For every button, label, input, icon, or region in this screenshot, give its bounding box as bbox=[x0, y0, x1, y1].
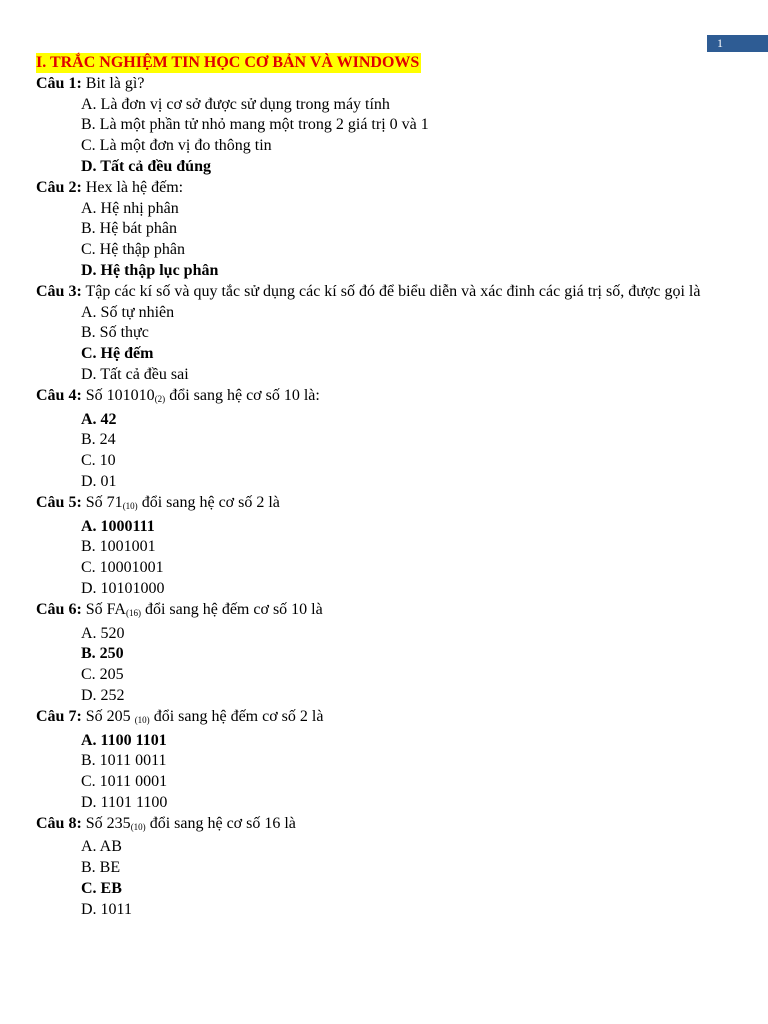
question-text bbox=[36, 178, 736, 199]
answer-option: C. 10001001 bbox=[81, 559, 164, 577]
answer-option: B. Là một phần tử nhỏ mang một trong 2 giá trị 0 và 1 bbox=[81, 116, 429, 134]
question-label: Câu 7: bbox=[36, 707, 82, 725]
section-title-row bbox=[36, 53, 736, 74]
answer-option: B. Số thực bbox=[81, 324, 149, 342]
question-text bbox=[36, 282, 736, 303]
question-prompt-rest: đổi sang hệ đếm cơ số 2 là bbox=[149, 707, 324, 725]
question-label: Câu 4: bbox=[36, 386, 82, 404]
answer-option-correct: B. 250 bbox=[81, 645, 124, 663]
question-prompt: Số 71 bbox=[85, 493, 123, 511]
answer-option: B. Hệ bát phân bbox=[81, 220, 177, 238]
number-base-subscript: (2) bbox=[154, 393, 166, 404]
answer-option: B. BE bbox=[81, 859, 121, 877]
answer-option-correct: D. Tất cả đều đúng bbox=[81, 157, 211, 175]
answer-option: D. 10101000 bbox=[81, 579, 165, 597]
answer-option: A. 520 bbox=[81, 624, 125, 642]
question-prompt-rest: đổi sang hệ cơ số 16 là bbox=[145, 814, 296, 832]
answer-option: C. 10 bbox=[81, 452, 116, 470]
question-text bbox=[36, 74, 736, 95]
answer-option-correct: D. Hệ thập lục phân bbox=[81, 261, 219, 279]
question-block bbox=[36, 386, 736, 493]
question-prompt: Số 205 bbox=[85, 707, 135, 725]
question-label: Câu 3: bbox=[36, 282, 82, 300]
question-block bbox=[36, 493, 736, 600]
number-base-subscript: (16) bbox=[125, 607, 141, 618]
question-prompt: Tập các kí số và quy tắc sử dụng các kí số đó để biểu diễn và xác đinh các giá trị số, được gọi là bbox=[85, 282, 701, 300]
question-label: Câu 2: bbox=[36, 178, 82, 196]
document-body bbox=[36, 53, 736, 921]
answer-option-correct: C. Hệ đếm bbox=[81, 345, 154, 363]
page-number: 1 bbox=[707, 35, 768, 52]
answer-option: A. AB bbox=[81, 838, 122, 856]
answer-option: C. 205 bbox=[81, 666, 124, 684]
answer-option: C. Là một đơn vị đo thông tin bbox=[81, 137, 272, 155]
number-base-subscript: (10) bbox=[130, 821, 146, 832]
answer-option-correct: A. 1000111 bbox=[81, 517, 155, 535]
question-block bbox=[36, 707, 736, 814]
question-label: Câu 6: bbox=[36, 600, 82, 618]
answer-option: B. 24 bbox=[81, 431, 116, 449]
question-prompt: Số 235 bbox=[85, 814, 131, 832]
question-prompt: Số 101010 bbox=[85, 386, 155, 404]
question-block bbox=[36, 178, 736, 282]
question-block bbox=[36, 814, 736, 921]
number-base-subscript: (10) bbox=[122, 500, 138, 511]
answer-option: B. 1011 0011 bbox=[81, 752, 167, 770]
answer-option: A. Là đơn vị cơ sở được sử dụng trong máy tính bbox=[81, 95, 390, 113]
question-text bbox=[36, 707, 736, 731]
answer-option-correct: C. EB bbox=[81, 880, 122, 898]
answer-option: B. 1001001 bbox=[81, 538, 156, 556]
answer-option: D. Tất cả đều sai bbox=[81, 365, 189, 383]
question-block bbox=[36, 282, 736, 386]
answer-option: D. 1101 1100 bbox=[81, 793, 168, 811]
question-label: Câu 8: bbox=[36, 814, 82, 832]
question-text bbox=[36, 493, 736, 517]
answer-option: A. Hệ nhị phân bbox=[81, 199, 179, 217]
question-prompt: Bit là gì? bbox=[85, 74, 145, 92]
question-block bbox=[36, 74, 736, 178]
question-prompt-rest: đổi sang hệ cơ số 2 là bbox=[137, 493, 280, 511]
question-label: Câu 1: bbox=[36, 74, 82, 92]
question-text bbox=[36, 814, 736, 838]
section-title: I. TRẮC NGHIỆM TIN HỌC CƠ BẢN VÀ WINDOWS bbox=[36, 54, 420, 71]
answer-option-correct: A. 42 bbox=[81, 410, 117, 428]
question-list bbox=[36, 74, 736, 921]
answer-option-correct: A. 1100 1101 bbox=[81, 731, 167, 749]
question-prompt: Số FA bbox=[85, 600, 126, 618]
question-text bbox=[36, 600, 736, 624]
answer-option: C. Hệ thập phân bbox=[81, 241, 185, 259]
answer-option: D. 252 bbox=[81, 686, 125, 704]
answer-option: C. 1011 0001 bbox=[81, 773, 168, 791]
question-prompt-rest: đổi sang hệ đếm cơ số 10 là bbox=[140, 600, 323, 618]
question-text bbox=[36, 386, 736, 410]
number-base-subscript: (10) bbox=[134, 714, 150, 725]
question-block bbox=[36, 600, 736, 707]
question-label: Câu 5: bbox=[36, 493, 82, 511]
answer-option: D. 1011 bbox=[81, 900, 132, 918]
question-prompt-rest: đổi sang hệ cơ số 10 là: bbox=[165, 386, 320, 404]
answer-option: A. Số tự nhiên bbox=[81, 303, 175, 321]
question-prompt: Hex là hệ đếm: bbox=[85, 178, 184, 196]
answer-option: D. 01 bbox=[81, 472, 117, 490]
